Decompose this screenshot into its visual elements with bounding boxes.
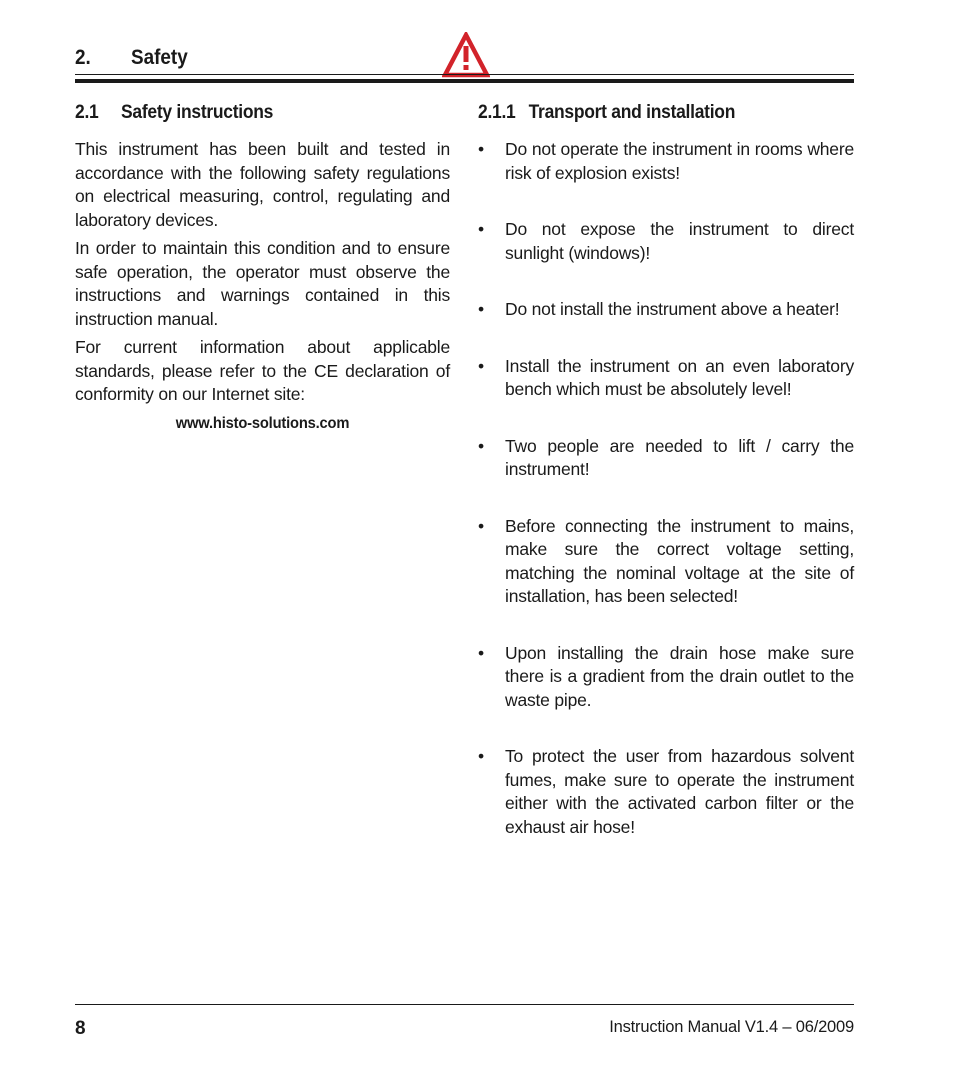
list-item (478, 642, 854, 713)
right-column (478, 102, 854, 872)
list-item (478, 355, 854, 402)
footer-rule (75, 1004, 854, 1005)
section-title: Safety instructions (121, 102, 274, 123)
paragraph: For current information about applicable standards, please refer to the CE declaration of conformity on our Internet site: (75, 337, 450, 404)
header-rule-thick (75, 79, 854, 83)
bullet-text: Two people are needed to lift / carry the instrument! (505, 435, 854, 479)
bullet-icon: • (478, 642, 484, 663)
section-heading-safety-instructions (75, 102, 420, 124)
bullet-icon: • (478, 219, 484, 239)
paragraph: This instrument has been built and tested in accordance with the following safety regulations on electrical measuring, control, regulating and laboratory devices. (75, 139, 450, 230)
page-number: 8 (75, 1018, 86, 1039)
header-rule-thin (75, 74, 854, 75)
chapter-number: 2. (75, 46, 91, 69)
bullet-text: Install the instrument on an even laboratory bench which must be absolutely level! (505, 355, 854, 399)
bullet-icon: • (478, 299, 484, 319)
list-item (478, 745, 854, 839)
footer-manual-version: Instruction Manual V1.4 – 06/2009 (609, 1018, 854, 1036)
bullet-text: Do not install the instrument above a heater! (505, 299, 840, 319)
website-url: www.histo-solutions.com (175, 414, 350, 432)
list-item (478, 298, 854, 322)
section-number: 2.1 (75, 102, 99, 123)
bullet-text: Do not operate the instrument in rooms where risk of explosion exists! (505, 139, 854, 183)
section-title: Transport and installation (528, 102, 736, 123)
bullet-icon: • (478, 515, 484, 536)
bullet-icon: • (478, 355, 484, 376)
paragraph: In order to maintain this condition and to ensure safe operation, the operator must observe the instructions and warnings contained in this instruction manual. (75, 238, 450, 329)
list-item (478, 515, 854, 609)
list-item (478, 218, 854, 265)
bullet-icon: • (478, 139, 484, 159)
bullet-icon: • (478, 435, 484, 456)
page-header (75, 44, 854, 84)
bullet-icon: • (478, 746, 484, 766)
section-heading-transport-installation (478, 102, 824, 124)
left-column (75, 102, 450, 433)
section-number: 2.1.1 (478, 102, 516, 123)
list-item (478, 435, 854, 482)
bullet-text: Do not expose the instrument to direct sunlight (windows)! (505, 219, 854, 263)
safety-bullet-list (478, 138, 854, 839)
warning-triangle-icon (442, 32, 490, 78)
bullet-text: To protect the user from hazardous solvent fumes, make sure to operate the instrument either with the activated carbon filter or the exhaust air hose! (505, 746, 854, 837)
bullet-text: Upon installing the drain hose make sure there is a gradient from the drain outlet to the waste pipe. (505, 642, 854, 710)
bullet-text: Before connecting the instrument to mains, make sure the correct voltage setting, matching the nominal voltage at the site of installation, has been selected! (505, 515, 854, 606)
list-item (478, 138, 854, 185)
chapter-title: Safety (131, 46, 188, 69)
